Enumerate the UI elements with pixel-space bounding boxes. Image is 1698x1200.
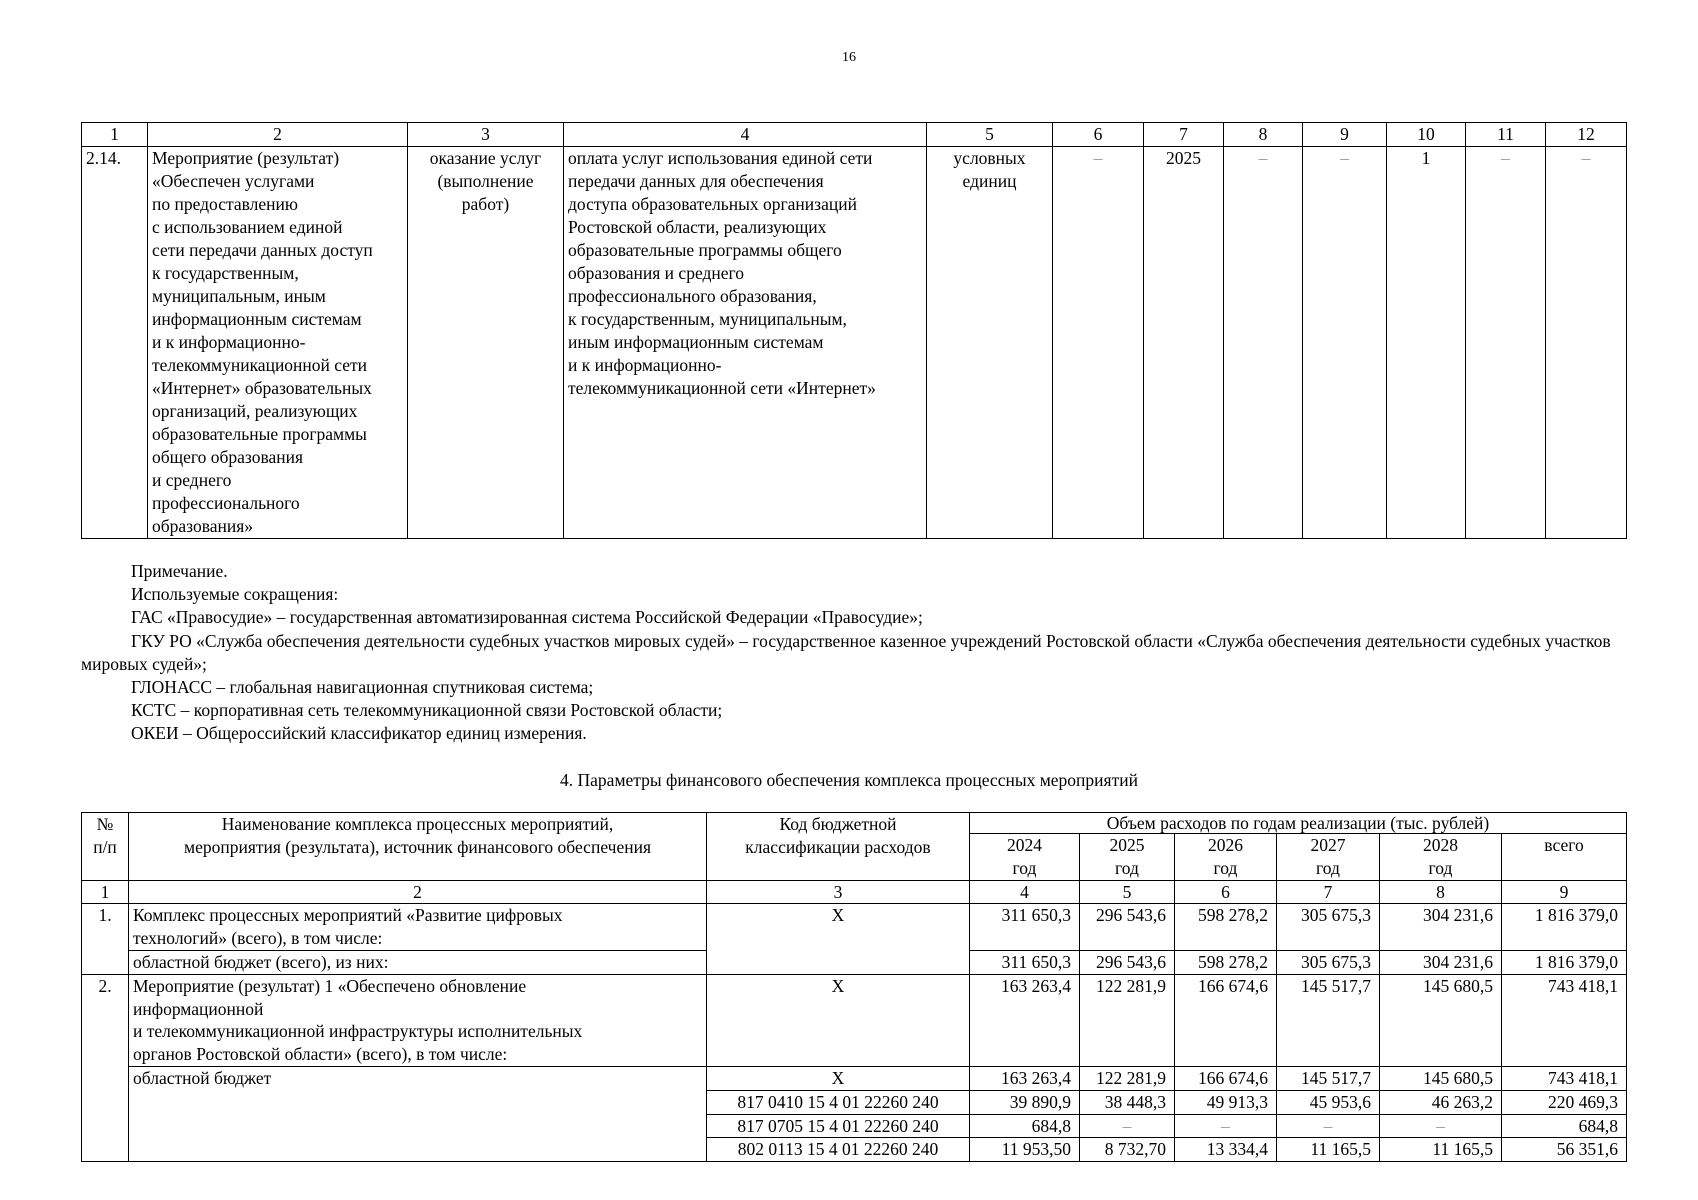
row-name: областной бюджет: [129, 1066, 707, 1161]
text-line: информационной: [133, 998, 264, 1019]
value-2026: 166 674,6: [1175, 1066, 1277, 1090]
value-total: 1 816 379,0: [1502, 950, 1627, 974]
value-2026: 166 674,6: [1175, 974, 1277, 1066]
value-2028: 11 165,5: [1380, 1138, 1502, 1162]
header-code: [707, 813, 970, 881]
row-number: 2.: [82, 974, 129, 1161]
value-2028: 304 231,6: [1380, 904, 1502, 951]
text-line: образования и среднего: [568, 263, 745, 283]
col-number: 8: [1224, 123, 1303, 147]
table-row: [82, 147, 1627, 539]
value-2024: 163 263,4: [970, 1066, 1080, 1090]
text-line: телекоммуникационной сети «Интернет»: [568, 378, 876, 398]
col-number: 6: [1053, 123, 1144, 147]
text-line: работ): [461, 194, 510, 214]
text-line: Ростовской области, реализующих: [568, 217, 827, 237]
value-2028: 145 680,5: [1380, 1066, 1502, 1090]
header-volume: Объем расходов по годам реализации (тыс. рублей): [970, 813, 1627, 834]
header-total: всего: [1502, 834, 1627, 881]
header-name: [129, 813, 707, 881]
text-line: и к информационно-: [568, 355, 722, 375]
text-line: профессионального образования,: [568, 286, 817, 306]
col-number: 7: [1277, 880, 1380, 904]
text-line: оплата услуг использования единой сети: [568, 148, 873, 168]
col-number: 12: [1546, 123, 1627, 147]
budget-code: Х: [707, 974, 970, 1066]
text-line: мероприятия (результата), источник финансового обеспечения: [184, 836, 651, 857]
text-line: образования»: [152, 516, 254, 536]
text-line: Мероприятие (результат) 1 «Обеспечено обновление: [133, 975, 527, 996]
page-number: 16: [842, 50, 856, 65]
row-name: [129, 904, 707, 951]
row-name: областной бюджет (всего), из них:: [129, 950, 707, 974]
header-year: 2024 год: [970, 834, 1080, 881]
value-total: 743 418,1: [1502, 974, 1627, 1066]
text-line: Комплекс процессных мероприятий «Развитие цифровых: [133, 905, 563, 926]
column-number-row: [82, 123, 1627, 147]
row-number: 2.14.: [82, 147, 148, 539]
header-year: 2026 год: [1175, 834, 1277, 881]
value-2027: 305 675,3: [1277, 950, 1380, 974]
text-line: с использованием единой: [152, 217, 343, 237]
col-number: 3: [707, 880, 970, 904]
text-line: классификации расходов: [745, 836, 931, 857]
value-2028: 46 263,2: [1380, 1090, 1502, 1114]
cell-value: –: [1224, 147, 1303, 539]
col-number: 5: [1080, 880, 1175, 904]
cell-value: 2025: [1144, 147, 1224, 539]
header-num: [82, 813, 129, 881]
value-2025: 122 281,9: [1080, 1066, 1175, 1090]
value-2027: 145 517,7: [1277, 1066, 1380, 1090]
text-line: единиц: [962, 171, 1017, 191]
text-line: «Обеспечен услугами: [152, 171, 315, 191]
header-year: 2025 год: [1080, 834, 1175, 881]
value-2024: 311 650,3: [970, 950, 1080, 974]
col-number: 5: [927, 123, 1053, 147]
cell-value: –: [1303, 147, 1387, 539]
value-2026: 598 278,2: [1175, 904, 1277, 951]
column-number-row: [82, 880, 1627, 904]
value-2025: 8 732,70: [1080, 1138, 1175, 1162]
budget-code: 817 0410 15 4 01 22260 240: [707, 1090, 970, 1114]
header-year: 2027 год: [1277, 834, 1380, 881]
value-2025: 296 543,6: [1080, 904, 1175, 951]
col-number: 11: [1466, 123, 1546, 147]
text-line: организаций, реализующих: [152, 401, 358, 421]
col-number: 9: [1502, 880, 1627, 904]
cell-value: –: [1546, 147, 1627, 539]
text-line: сети передачи данных доступ: [152, 240, 373, 260]
col-number: 10: [1387, 123, 1466, 147]
text-line: телекоммуникационной сети: [152, 355, 368, 375]
text-line: п/п: [93, 836, 117, 857]
row-name: [129, 974, 707, 1066]
value-2025: –: [1080, 1114, 1175, 1138]
text-line: №: [96, 814, 114, 834]
value-2027: 305 675,3: [1277, 904, 1380, 951]
value-2027: –: [1277, 1114, 1380, 1138]
value-2024: 684,8: [970, 1114, 1080, 1138]
cell-value: –: [1053, 147, 1144, 539]
text-line: иным информационным системам: [568, 332, 824, 352]
value-2024: 163 263,4: [970, 974, 1080, 1066]
text-line: и среднего: [152, 470, 232, 490]
col-number: 4: [970, 880, 1080, 904]
text-line: (выполнение: [437, 171, 534, 191]
note-line: Используемые сокращения:: [131, 584, 339, 605]
col-number: 1: [82, 880, 129, 904]
value-2025: 38 448,3: [1080, 1090, 1175, 1114]
text-line: образовательные программы общего: [568, 240, 842, 260]
header-year: 2028 год: [1380, 834, 1502, 881]
value-2027: 145 517,7: [1277, 974, 1380, 1066]
text-line: Мероприятие (результат): [152, 148, 340, 168]
value-total: 1 816 379,0: [1502, 904, 1627, 951]
value-total: 220 469,3: [1502, 1090, 1627, 1114]
value-2028: 304 231,6: [1380, 950, 1502, 974]
text-line: и к информационно-: [152, 332, 306, 352]
text-line: «Интернет» образовательных: [152, 378, 372, 398]
section-title: 4. Параметры финансового обеспечения комплекса процессных мероприятий: [560, 770, 1138, 790]
activity-description: [564, 147, 927, 539]
col-number: 2: [148, 123, 408, 147]
text-line: условных: [953, 148, 1026, 168]
activity-type: [408, 147, 564, 539]
value-2026: –: [1175, 1114, 1277, 1138]
budget-code: 802 0113 15 4 01 22260 240: [707, 1138, 970, 1162]
budget-code: Х: [707, 904, 970, 974]
col-number: 9: [1303, 123, 1387, 147]
table-row: [82, 1066, 1627, 1090]
financing-table: [81, 812, 1627, 1162]
col-number: 1: [82, 123, 148, 147]
col-number: 3: [408, 123, 564, 147]
text-line: Наименование комплекса процессных мероприятий,: [221, 814, 614, 834]
notes-block: [81, 560, 1626, 746]
text-line: к государственным, муниципальным,: [568, 309, 847, 329]
activity-name: [148, 147, 408, 539]
col-number: 7: [1144, 123, 1224, 147]
value-2026: 13 334,4: [1175, 1138, 1277, 1162]
table-row: [82, 904, 1627, 951]
value-2026: 598 278,2: [1175, 950, 1277, 974]
text-line: к государственным,: [152, 263, 299, 283]
budget-code: Х: [707, 1066, 970, 1090]
note-line: ГЛОНАСС – глобальная навигационная спутниковая система;: [131, 677, 594, 698]
note-line: КСТС – корпоративная сеть телекоммуникационной связи Ростовской области;: [131, 700, 723, 721]
activities-table: [81, 122, 1627, 539]
text-line: передачи данных для обеспечения: [568, 171, 824, 191]
text-line: общего образования: [152, 447, 304, 467]
value-2024: 311 650,3: [970, 904, 1080, 951]
table-row: [82, 974, 1627, 1066]
text-line: профессионального: [152, 493, 300, 513]
value-total: 56 351,6: [1502, 1138, 1627, 1162]
note-line: Примечание.: [131, 561, 228, 581]
value-2024: 11 953,50: [970, 1138, 1080, 1162]
value-2026: 49 913,3: [1175, 1090, 1277, 1114]
note-line: ГКУ РО «Служба обеспечения деятельности судебных участков мировых судей» – государственное казенное учреждений Ростовской области «Служба обеспечения деятельности судебных участков мировых судей»;: [81, 630, 1611, 674]
cell-value: 1: [1387, 147, 1466, 539]
value-2027: 45 953,6: [1277, 1090, 1380, 1114]
note-line: ОКЕИ – Общероссийский классификатор единиц измерения.: [131, 723, 587, 744]
text-line: и телекоммуникационной инфраструктуры исполнительных: [133, 1021, 583, 1042]
col-number: 4: [564, 123, 927, 147]
col-number: 6: [1175, 880, 1277, 904]
value-2028: –: [1380, 1114, 1502, 1138]
value-2025: 122 281,9: [1080, 974, 1175, 1066]
value-total: 743 418,1: [1502, 1066, 1627, 1090]
text-line: технологий» (всего), в том числе:: [133, 928, 383, 949]
text-line: органов Ростовской области» (всего), в том числе:: [133, 1044, 508, 1065]
value-total: 684,8: [1502, 1114, 1627, 1138]
text-line: информационным системам: [152, 309, 362, 329]
value-2024: 39 890,9: [970, 1090, 1080, 1114]
text-line: оказание услуг: [429, 148, 542, 168]
value-2028: 145 680,5: [1380, 974, 1502, 1066]
text-line: муниципальным, иным: [152, 286, 326, 306]
unit-of-measure: [927, 147, 1053, 539]
row-number: 1.: [82, 904, 129, 974]
col-number: 8: [1380, 880, 1502, 904]
col-number: 2: [129, 880, 707, 904]
text-line: Код бюджетной: [779, 814, 897, 834]
text-line: по предоставлению: [152, 194, 298, 214]
value-2025: 296 543,6: [1080, 950, 1175, 974]
value-2027: 11 165,5: [1277, 1138, 1380, 1162]
budget-code: 817 0705 15 4 01 22260 240: [707, 1114, 970, 1138]
note-line: ГАС «Правосудие» – государственная автоматизированная система Российской Федерации «Правосудие»;: [131, 607, 923, 628]
cell-value: –: [1466, 147, 1546, 539]
header-row: [82, 813, 1627, 834]
text-line: образовательные программы: [152, 424, 367, 444]
text-line: доступа образовательных организаций: [568, 194, 857, 214]
